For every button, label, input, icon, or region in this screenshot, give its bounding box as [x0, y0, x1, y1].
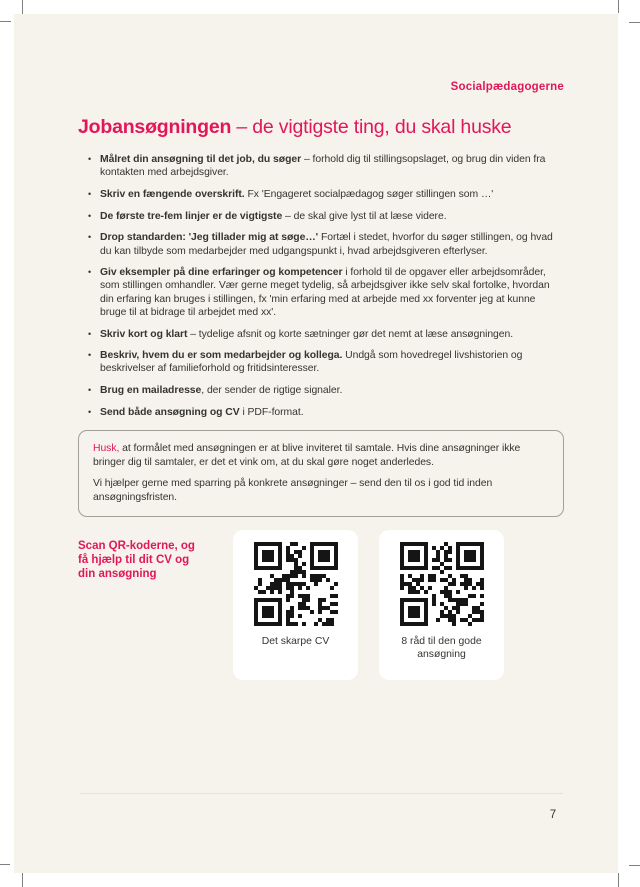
page-number: 7 — [549, 809, 557, 821]
page-content — [78, 14, 564, 680]
qr-section — [78, 530, 564, 680]
bullet-text: Målret din ansøgning til det job, du søger – forhold dig til stillingsopslaget, og brug din viden fra kontakten med arbejdsgiver. — [100, 154, 546, 179]
husk-lead-word: Husk, — [93, 443, 120, 455]
bullet-item — [78, 153, 564, 179]
page-title — [78, 116, 564, 138]
crop-mark — [22, 873, 23, 887]
crop-mark — [618, 0, 619, 13]
bullet-text: Giv eksempler på dine erfaringer og kompetencer i forhold til de opgaver eller arbejdsområder, som stillingen omhandler. Vær gerne meget tydelig, så arbejdsgiver ikke selv skal fortolke, hvordan din erfaring kan bruges i stillingen, fx 'min erfaring med at arbejde med xx forventer jeg at kunne bruge til at bidrage til arbejdet med xx'. — [100, 267, 550, 318]
bullet-item — [78, 349, 564, 375]
bullet-item — [78, 328, 564, 341]
bullet-item — [78, 266, 564, 319]
qr-card-cv — [233, 530, 358, 680]
qr-section-label — [78, 539, 233, 581]
footer-divider — [80, 793, 563, 794]
qr-card-application — [379, 530, 504, 680]
bullet-dot-icon: • — [88, 188, 92, 199]
bullet-dot-icon: • — [88, 328, 92, 339]
bullet-item — [78, 384, 564, 397]
bullet-dot-icon: • — [88, 210, 92, 221]
bullet-dot-icon: • — [88, 385, 92, 396]
bullet-dot-icon: • — [88, 267, 92, 278]
bullet-item — [78, 231, 564, 257]
qr-label-line: Scan QR-koderne, og — [78, 540, 195, 553]
qr-code-icon — [400, 542, 484, 626]
qr-code-icon — [254, 542, 338, 626]
brand-name: Socialpædagogerne — [450, 81, 564, 93]
husk-paragraph-1 — [93, 442, 549, 469]
crop-mark — [22, 0, 23, 14]
document-page — [14, 14, 618, 873]
crop-mark — [629, 865, 640, 866]
bullet-text: Brug en mailadresse, der sender de rigtige signaler. — [100, 385, 343, 397]
page-title-bold: Jobansøgningen — [78, 116, 232, 138]
crop-mark — [629, 22, 640, 23]
tips-bullet-list — [78, 153, 564, 419]
bullet-item — [78, 406, 564, 419]
bullet-text: Skriv en fængende overskrift. Fx 'Engageret socialpædagog søger stillingen som …' — [100, 188, 494, 200]
qr-label-line: få hjælp til dit CV og — [78, 554, 190, 567]
bullet-dot-icon: • — [88, 406, 92, 417]
page-title-rest: – de vigtigste ting, du skal huske — [231, 116, 512, 138]
qr-caption: 8 råd til den gode ansøgning — [401, 636, 482, 661]
crop-mark — [0, 864, 10, 865]
bullet-dot-icon: • — [88, 154, 92, 164]
bullet-text: Send både ansøgning og CV i PDF-format. — [100, 406, 304, 418]
husk-callout-box — [78, 430, 564, 517]
bullet-text: Beskriv, hvem du er som medarbejder og kollega. Undgå som hovedregel livshistorien og beskrivelser af familieforhold og fritidsinteresser. — [100, 350, 523, 375]
bullet-item — [78, 210, 564, 223]
bullet-item — [78, 188, 564, 201]
husk-paragraph-1-rest: at formålet med ansøgningen er at blive inviteret til samtale. Hvis dine ansøgninger ikke bringer dig til samtaler, er det et vink om, at du skal gøre noget anderledes. — [93, 443, 521, 468]
bullet-text: Skriv kort og klart – tydelige afsnit og korte sætninger gør det nemt at læse ansøgningen. — [100, 328, 514, 340]
qr-caption: Det skarpe CV — [261, 636, 330, 648]
bullet-dot-icon: • — [88, 232, 92, 243]
bullet-dot-icon: • — [88, 350, 92, 361]
qr-label-line: din ansøgning — [78, 568, 157, 581]
bullet-text: De første tre-fem linjer er de vigtigste – de skal give lyst til at læse videre. — [100, 210, 447, 222]
crop-mark — [618, 873, 619, 887]
husk-paragraph-2: Vi hjælper gerne med sparring på konkrete ansøgninger – send den til os i god tid inden ansøgningsfristen. — [93, 478, 493, 503]
bullet-text: Drop standarden: 'Jeg tillader mig at søge…' Fortæl i stedet, hvorfor du søger stillingen, og hvad du kan tilbyde som medarbejder med udgangspunkt i, hvad arbejdsgiveren efterlyser. — [100, 232, 553, 257]
crop-mark — [0, 21, 11, 22]
